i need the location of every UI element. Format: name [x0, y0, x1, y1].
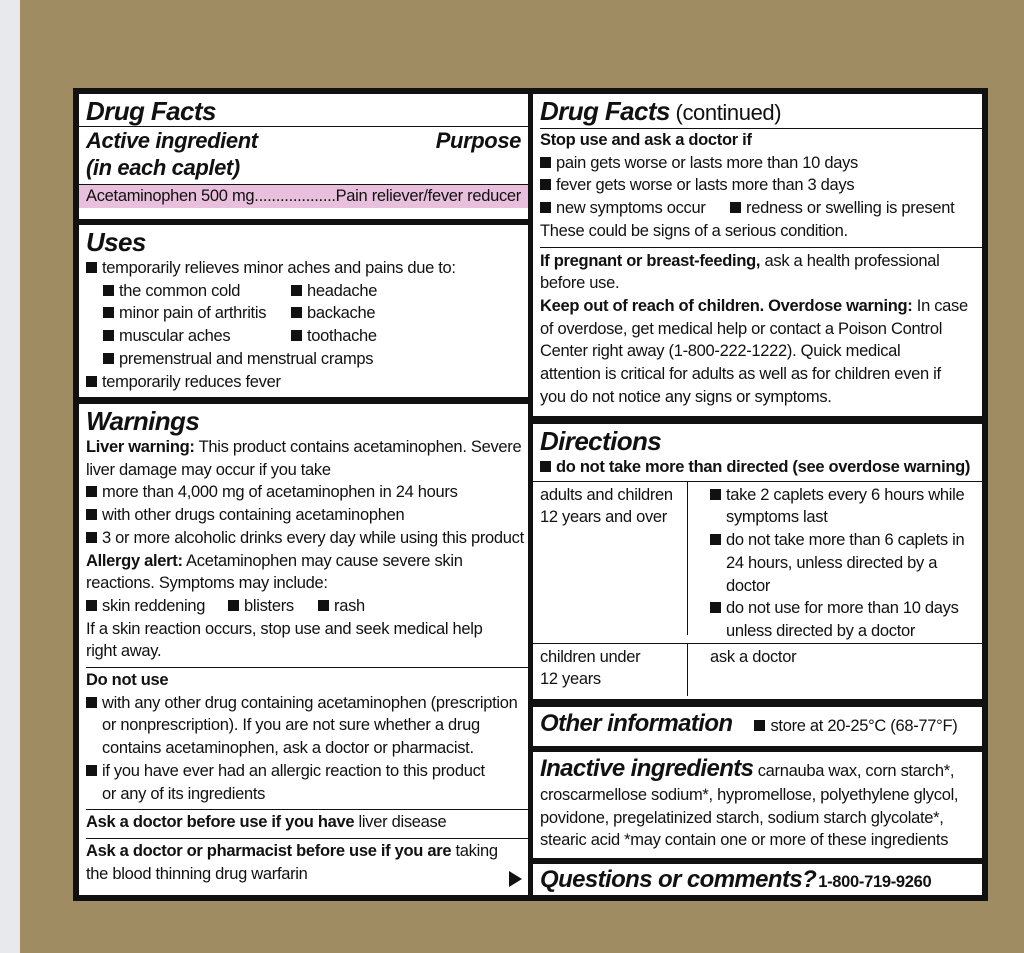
warnings-section	[79, 404, 528, 895]
symptom-item: blisters	[244, 596, 294, 615]
ask-pharmacist-line: Ask a doctor or pharmacist before use if you are taking	[86, 841, 498, 860]
allergy-alert: Allergy alert: Acetaminophen may cause severe skin	[86, 551, 463, 570]
questions-section	[533, 864, 982, 895]
uses-section	[79, 225, 528, 397]
pregnant-line: If pregnant or breast-feeding, ask a health professional	[540, 251, 940, 270]
liver-item: 3 or more alcoholic drinks every day while using this product	[102, 528, 524, 547]
age-group-label: adults and children	[540, 485, 673, 504]
bullet-icon	[318, 600, 329, 611]
bullet-icon	[754, 720, 765, 731]
ingredient-name: Acetaminophen 500 mg	[86, 187, 255, 205]
active-ingredient-header	[86, 127, 521, 154]
bullet-icon	[86, 697, 97, 708]
questions-title: Questions or comments?	[540, 866, 817, 893]
skin-reaction-text: If a skin reaction occurs, stop use and seek medical help	[86, 619, 483, 638]
overdose-text: Center right away (1-800-222-1222). Quick medical	[540, 342, 901, 361]
bullet-icon	[540, 157, 551, 168]
bullet-icon	[103, 307, 114, 318]
age-group-label: children under	[540, 647, 641, 666]
bullet-icon	[86, 532, 97, 543]
bullet-icon	[103, 353, 114, 364]
bullet-icon	[86, 262, 97, 273]
ingredient-row	[79, 184, 528, 208]
warnings-title: Warnings	[86, 406, 200, 436]
active-ingredient-sublabel: (in each caplet)	[86, 155, 240, 180]
keep-out-line: Keep out of reach of children. Overdose warning: In case	[540, 296, 968, 315]
bullet-icon	[291, 285, 302, 296]
stop-use-note: These could be signs of a serious condition.	[540, 221, 848, 240]
do-not-use-item-cont: or nonprescription). If you are not sure whether a drug	[102, 716, 480, 735]
uses-line: temporarily relieves minor aches and pains due to:	[102, 259, 456, 277]
bullet-icon	[86, 376, 97, 387]
liver-warning-cont: liver damage may occur if you take	[86, 460, 331, 479]
drug-facts-label	[73, 88, 988, 901]
liver-warning: Liver warning: This product contains acetaminophen. Severe	[86, 438, 522, 456]
bullet-icon	[730, 202, 741, 213]
allergy-alert-cont: reactions. Symptoms may include:	[86, 574, 328, 593]
uses-item: toothache	[307, 327, 377, 346]
uses-line: temporarily reduces fever	[102, 372, 281, 391]
drug-facts-continued-title: Drug Facts (continued)	[540, 96, 782, 126]
ingredient-dots: ...................	[254, 187, 336, 205]
uses-item: muscular aches	[119, 327, 231, 346]
directions-table	[533, 481, 982, 696]
uses-item: backache	[307, 304, 376, 323]
dose-instruction: do not take more than 6 caplets in 24 hours, unless directed by a doctor	[726, 531, 965, 595]
storage-text: store at 20-25°C (68-77°F)	[770, 717, 958, 735]
bullet-icon	[710, 602, 721, 613]
bullet-icon	[103, 330, 114, 341]
dose-instruction: do not use for more than 10 days unless directed by a doctor	[726, 599, 959, 640]
do-not-use-item: with any other drug containing acetaminophen (prescription	[102, 693, 518, 712]
phone-number: 1-800-719-9260	[818, 873, 932, 891]
bullet-icon	[86, 486, 97, 497]
overdose-text: attention is critical for adults as well as for children even if	[540, 365, 941, 384]
directions-section	[533, 424, 982, 699]
overdose-text: of overdose, get medical help or contact a Poison Control	[540, 319, 943, 338]
continued-section	[533, 94, 982, 416]
do-not-use-item-cont: or any of its ingredients	[102, 784, 266, 803]
ask-doctor-line: Ask a doctor before use if you have liver disease	[86, 813, 447, 832]
bullet-icon	[540, 179, 551, 190]
bullet-icon	[540, 461, 551, 472]
other-information-section	[533, 707, 982, 746]
ingredient-purpose: Pain reliever/fever reducer	[335, 187, 521, 205]
bullet-icon	[86, 600, 97, 611]
stop-use-title: Stop use and ask a doctor if	[540, 131, 752, 149]
bullet-icon	[228, 600, 239, 611]
inactive-text: stearic acid *may contain one or more of these ingredients	[540, 831, 949, 850]
inactive-ingredients-title: Inactive ingredients	[540, 755, 754, 782]
age-group-label: 12 years and over	[540, 508, 667, 527]
purpose-label: Purpose	[435, 128, 521, 153]
do-not-use-title: Do not use	[86, 671, 169, 690]
liver-item: more than 4,000 mg of acetaminophen in 24 hours	[102, 483, 458, 502]
directions-intro: do not take more than directed (see overdose warning)	[556, 458, 971, 476]
left-column	[79, 94, 528, 895]
bullet-icon	[540, 202, 551, 213]
symptom-item: rash	[334, 596, 365, 615]
bullet-icon	[710, 534, 721, 545]
table-row	[533, 643, 982, 696]
left-edge-strip	[0, 0, 20, 953]
inactive-text: carnauba wax, corn starch*,	[753, 762, 955, 780]
do-not-use-item: if you have ever had an allergic reaction to this product	[102, 761, 485, 780]
do-not-use-item-cont: contains acetaminophen, ask a doctor or pharmacist.	[102, 739, 474, 758]
stop-use-item: new symptoms occur	[556, 199, 706, 218]
table-row	[533, 482, 982, 643]
pregnant-line-cont: before use.	[540, 274, 620, 293]
ask-pharmacist-cont: the blood thinning drug warfarin	[86, 864, 308, 883]
uses-item: premenstrual and menstrual cramps	[119, 349, 374, 368]
bullet-icon	[291, 330, 302, 341]
stop-use-item: fever gets worse or lasts more than 3 days	[556, 176, 855, 195]
other-information-title: Other information	[540, 710, 733, 737]
age-group-label: 12 years	[540, 670, 601, 689]
uses-item: headache	[307, 281, 378, 300]
inactive-text: croscarmellose sodium*, hypromellose, polyethylene glycol,	[540, 786, 959, 804]
liver-item: with other drugs containing acetaminophen	[102, 506, 405, 525]
bullet-icon	[103, 285, 114, 296]
bullet-icon	[86, 765, 97, 776]
bullet-icon	[291, 307, 302, 318]
active-ingredient-section	[79, 94, 528, 219]
inactive-text: povidone, pregelatinized starch, sodium starch glycolate*,	[540, 808, 944, 827]
stop-use-item: redness or swelling is present	[746, 199, 955, 218]
bullet-icon	[86, 509, 97, 520]
continue-arrow-icon	[509, 871, 522, 887]
uses-item: minor pain of arthritis	[119, 304, 267, 323]
directions-title: Directions	[540, 426, 662, 456]
bullet-icon	[710, 489, 721, 500]
dose-instruction: take 2 caplets every 6 hours while symptoms last	[726, 485, 965, 527]
right-column	[533, 94, 982, 895]
skin-reaction-text: right away.	[86, 642, 162, 661]
stop-use-item: pain gets worse or lasts more than 10 days	[556, 153, 858, 172]
dose-instruction: ask a doctor	[710, 647, 797, 666]
uses-title: Uses	[86, 227, 146, 257]
symptom-item: skin reddening	[102, 596, 206, 615]
active-ingredient-label: Active ingredient	[86, 128, 258, 153]
drug-facts-title: Drug Facts	[86, 96, 216, 126]
overdose-text: you do not notice any signs or symptoms.	[540, 387, 832, 406]
inactive-ingredients-section	[533, 752, 982, 858]
uses-item: the common cold	[119, 281, 241, 300]
